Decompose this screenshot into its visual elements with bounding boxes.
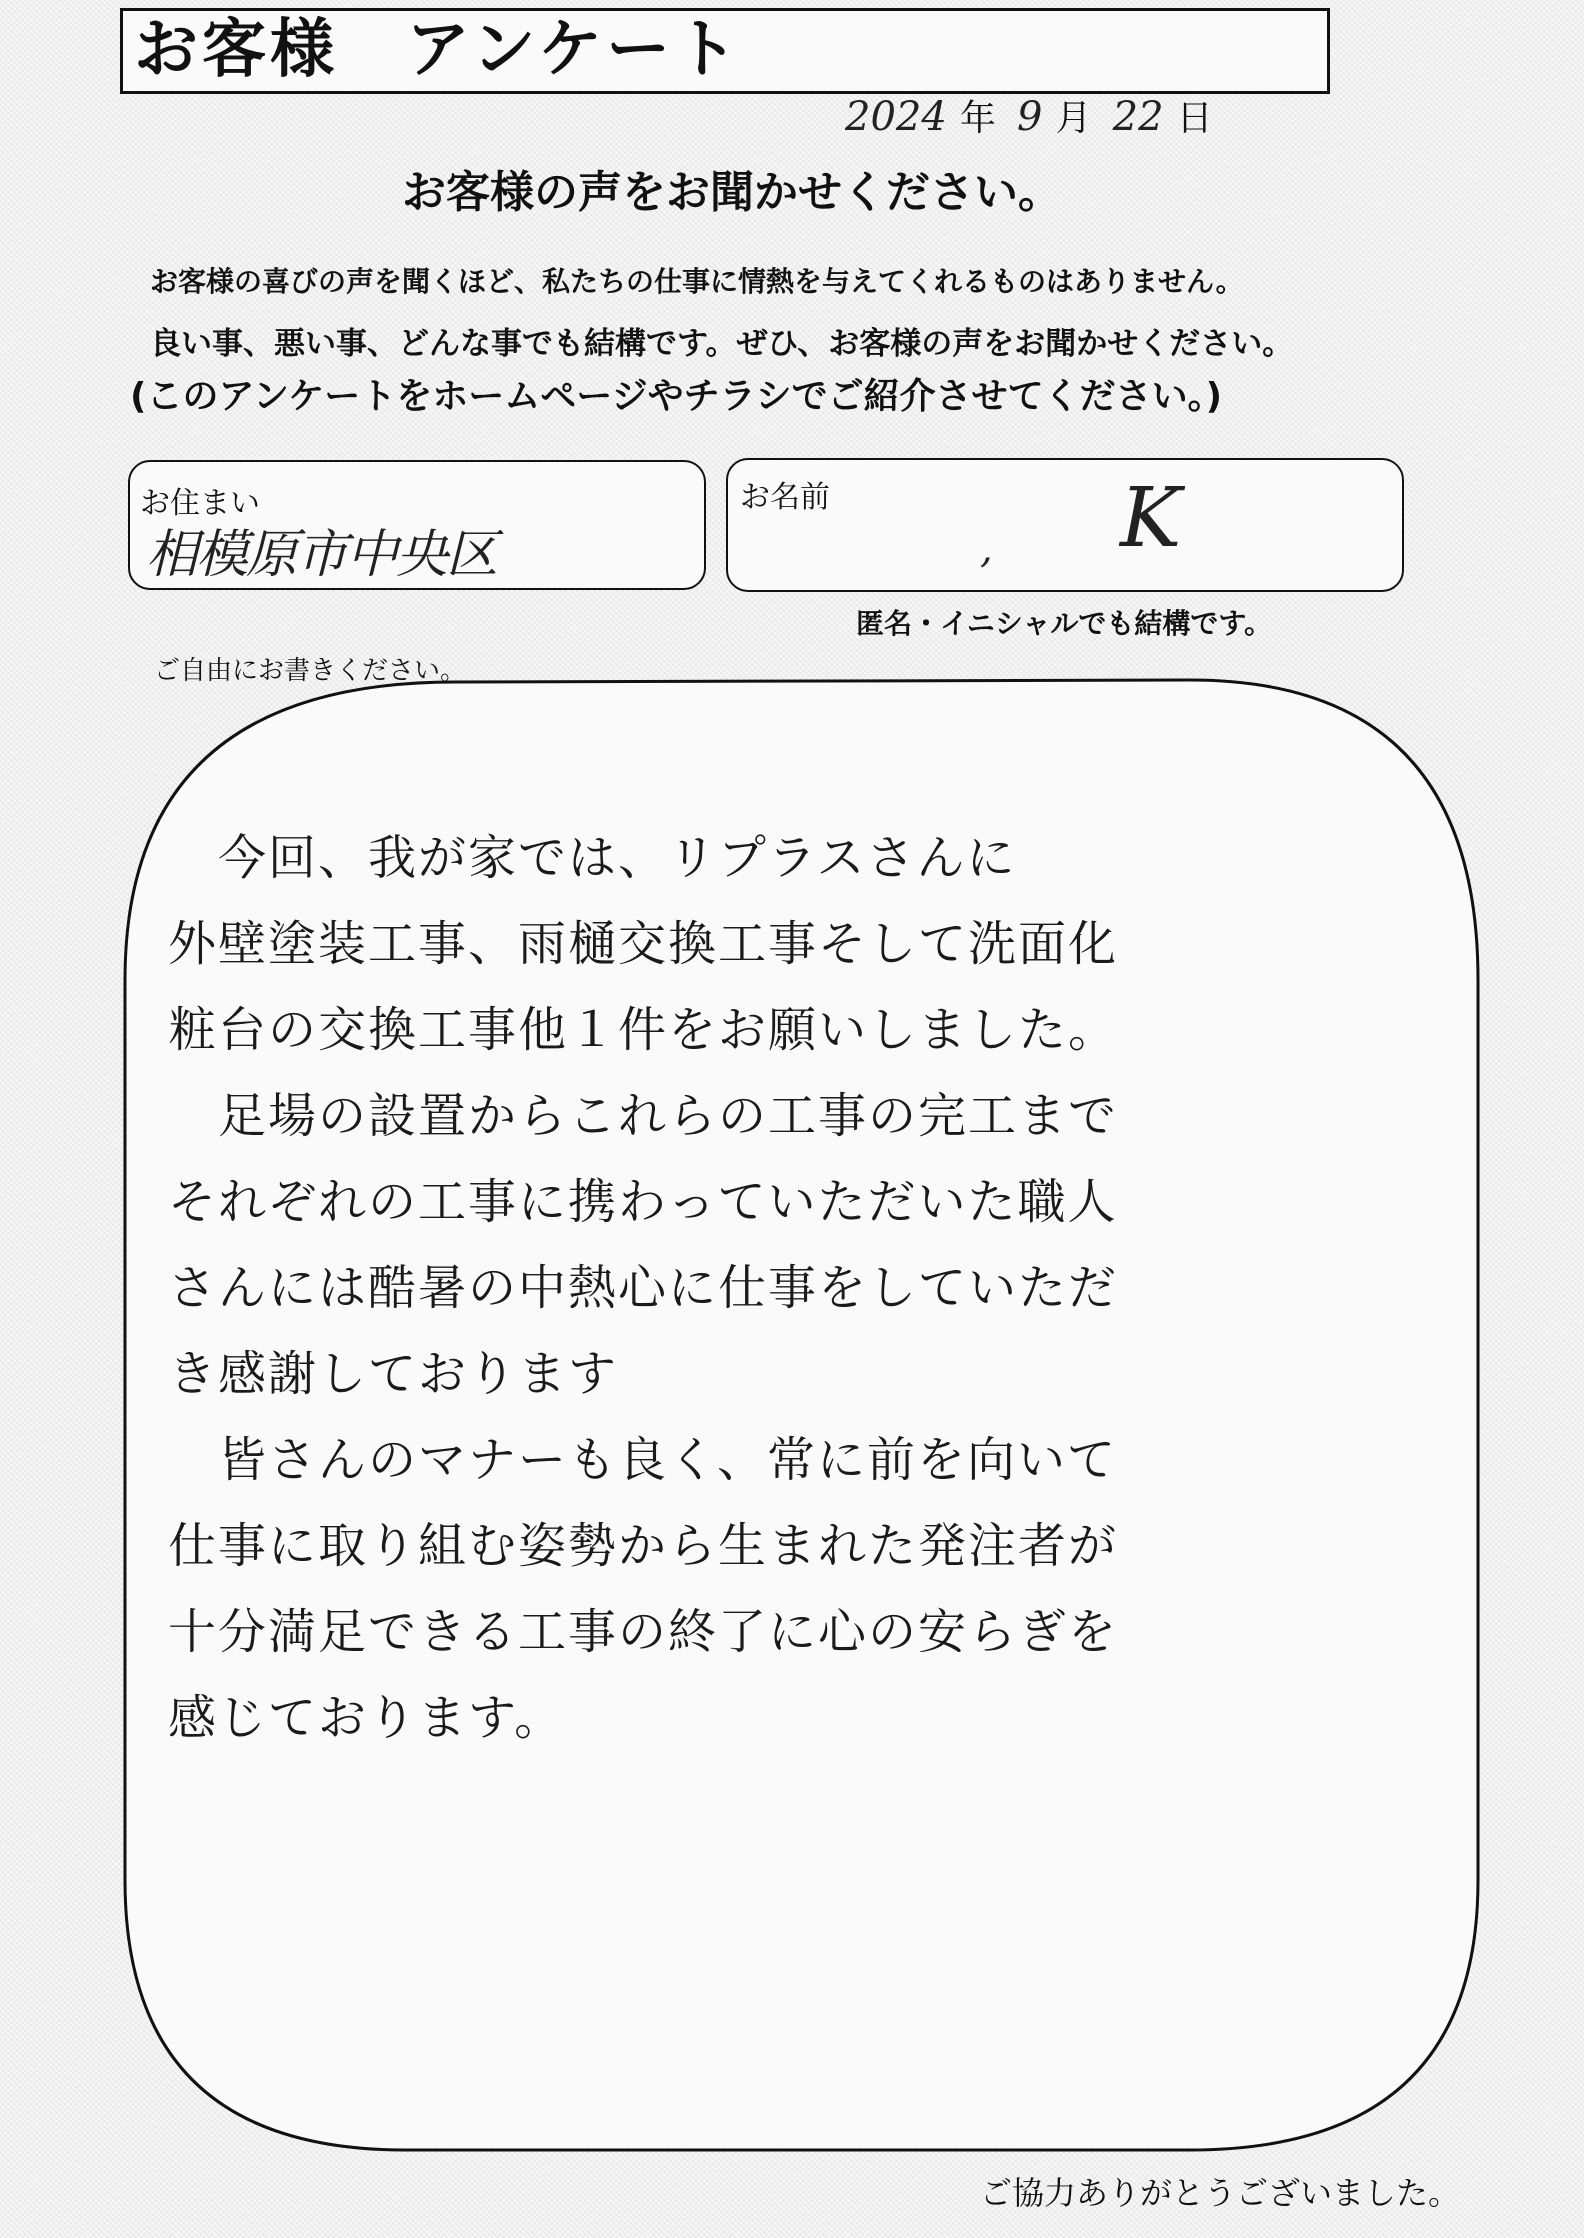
thanks-message: ご協力ありがとうございました。 [980, 2174, 1461, 2212]
date-day-label: 日 [1176, 98, 1213, 139]
survey-title: お客様 アンケート [134, 13, 743, 87]
initials-note: 匿名・イニシャルでも結構です。 [856, 607, 1273, 640]
comment-line: 十分満足できる工事の終了に心の安らぎを [168, 1604, 1119, 1660]
comment-line: 足場の設置からこれらの工事の完工まで [168, 1088, 1119, 1144]
comment-line: 今回、我が家では、リプラスさんに [168, 830, 1017, 886]
comment-line: 皆さんのマナーも良く、常に前を向いて [168, 1432, 1118, 1488]
intro-line-2: 良い事、悪い事、どんな事でも結構です。ぜひ、お客様の声をお聞かせください。 [150, 326, 1294, 362]
date-month: 9 [1017, 94, 1043, 140]
name-mark: , [980, 526, 993, 572]
address-value: 相模原市中央区 [146, 525, 497, 585]
comment-line: それぞれの工事に携わっていただいた職人 [168, 1174, 1118, 1230]
intro-line-3: (このアンケートをホームページやチラシでご紹介させてください。) [130, 376, 1223, 417]
name-label: お名前 [740, 480, 830, 515]
comment-body [168, 815, 1128, 1761]
address-label: お住まい [140, 486, 260, 521]
comment-line: 外壁塗装工事、雨樋交換工事そして洗面化 [168, 916, 1119, 972]
comment-line: 感じております。 [168, 1690, 565, 1746]
comment-line: き感謝しております [168, 1346, 619, 1402]
comment-line: さんには酷暑の中熱心に仕事をしていただ [168, 1260, 1119, 1316]
date-year-label: 年 [959, 98, 996, 139]
comment-line: 仕事に取り組む姿勢から生まれた発注者が [168, 1518, 1119, 1574]
date-year: 2024 [845, 94, 947, 140]
date-day: 22 [1112, 94, 1164, 140]
name-value: K [1120, 471, 1182, 566]
date-month-label: 月 [1055, 98, 1092, 139]
free-write-note: ご自由にお書きください。 [154, 656, 467, 686]
comment-line: 粧台の交換工事他１件をお願いしました。 [168, 1002, 1119, 1058]
page-heading: お客様の声をお聞かせください。 [402, 167, 1062, 218]
intro-line-1: お客様の喜びの声を聞くほど、私たちの仕事に情熱を与えてくれるものはありません。 [150, 265, 1244, 298]
